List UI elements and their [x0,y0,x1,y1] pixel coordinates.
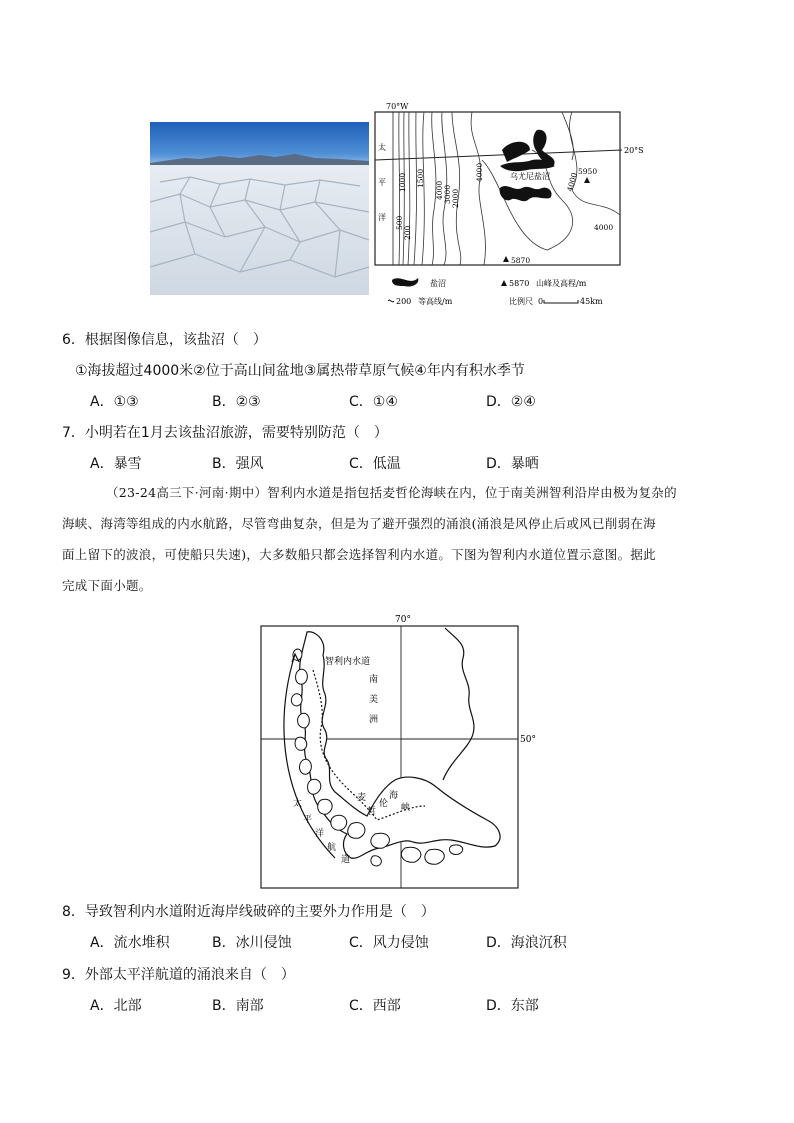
legend-contour-label: 等高线/m [418,297,453,306]
strait-char-5: 峡 [401,803,411,813]
question-7-option-a[interactable]: A．暴雪 [90,456,142,472]
contour-label-3000: 3000 [443,184,452,204]
continent-char-1: 南 [369,675,379,685]
route-char-3: 洋 [315,829,325,839]
legend-scale-end: 45km [580,297,603,306]
ocean-char-3: 洋 [378,213,386,222]
reading-passage [62,477,742,601]
question-7-option-b[interactable]: B．强风 [212,456,264,472]
passage-line-2: 海峡、海湾等组成的内水航路，尽管弯曲复杂，但是为了避开强烈的涌浪(涌浪是风停止后或风已削弱在海 [62,516,656,531]
question-9-option-a[interactable]: A．北部 [90,998,142,1014]
question-9-option-c[interactable]: C．西部 [349,998,401,1014]
question-6-option-a[interactable]: A．①③ [90,394,139,410]
legend-peak-label: 山峰及高程/m [536,279,587,288]
legend-scale-bar [544,300,578,303]
route-char-2: 平 [303,815,313,825]
map2-latitude-label: 50° [520,735,536,745]
salt-flat-photo [150,122,369,295]
continent-char-2: 美 [369,695,379,705]
passage-line-3: 面上留下的波浪，可使船只失速)，大多数船只都会选择智利内水道。下图为智利内水道位置示意图。据此 [62,547,656,562]
contour-label-4000c: 4000 [565,171,579,193]
contour-label-1000: 1000 [398,172,407,192]
contour-label-2000: 2000 [451,188,460,208]
question-6-statements: ①海拔超过4000米②位于高山间盆地③属热带草原气候④年内有积水季节 [75,363,525,379]
contour-label-1500: 1500 [416,168,425,188]
legend-salt-flat-icon [392,278,418,287]
question-6-option-d[interactable]: D．②④ [486,394,536,410]
contour-label-4000b: 4000 [475,162,484,182]
continent-char-3: 洲 [369,715,379,725]
salt-flat-photo-image [150,122,369,295]
contour-label-200: 200 [403,225,412,240]
strait-char-1: 麦 [357,793,367,803]
peak-elevation-5950: 5950 [578,167,598,176]
chile-inland-waterway-map [255,610,545,895]
question-9-option-b[interactable]: B．南部 [212,998,264,1014]
strait-char-2: 哲 [367,807,377,817]
map-latitude-label: 20°S [624,146,644,155]
route-char-4: 航 [327,843,337,853]
salt-flat-name: 乌尤尼盐沼 [510,172,550,181]
question-9-stem: 9．外部太平洋航道的涌浪来自（ ） [62,967,295,983]
question-6-stem: 6．根据图像信息，该盐沼（ ） [62,332,267,348]
question-9-option-d[interactable]: D．东部 [486,998,539,1014]
question-8-option-a[interactable]: A．流水堆积 [90,935,170,951]
strait-char-4: 海 [389,791,399,801]
passage-line-1: （23-24高三下·河南·期中）智利内水道是指包括麦哲伦海峡在内，位于南美洲智利沿岸由极为复杂的 [106,485,677,500]
peak-elevation-5870: 5870 [511,256,531,265]
question-6-option-c[interactable]: C．①④ [349,394,398,410]
contour-label-4000d: 4000 [594,223,614,232]
map2-longitude-label: 70° [395,615,411,625]
passage-line-4: 完成下面小题。 [62,578,152,593]
salt-flat-topo-map [372,100,644,310]
legend-contour-icon [388,300,394,302]
ocean-char-2: 平 [378,178,386,187]
map-longitude-label: 70°W [386,102,409,111]
contour-label-500: 500 [395,215,404,230]
legend-contour-value: 200 [396,297,412,306]
legend-peak-value: 5870 [509,279,530,288]
question-8-option-b[interactable]: B．冰川侵蚀 [212,935,292,951]
question-7-option-d[interactable]: D．暴晒 [486,456,539,472]
question-8-stem: 8．导致智利内水道附近海岸线破碎的主要外力作用是（ ） [62,904,435,920]
legend-salt-flat-label: 盐沼 [430,279,446,288]
ocean-char-1: 太 [378,143,386,152]
inland-waterway-label: 智利内水道 [325,657,371,667]
question-6-option-b[interactable]: B．②③ [212,394,261,410]
legend-scale-start: 0 [538,297,544,306]
route-char-1: 太 [293,799,303,809]
contour-label-4000a: 4000 [435,180,444,200]
strait-char-3: 伦 [379,799,389,809]
question-8-option-d[interactable]: D．海浪沉积 [486,935,567,951]
legend-scale-label: 比例尺 [509,297,533,306]
legend-peak-icon [501,280,507,286]
question-8-option-c[interactable]: C．风力侵蚀 [349,935,429,951]
question-7-stem: 7．小明若在1月去该盐沼旅游，需要特别防范（ ） [62,425,388,441]
question-7-option-c[interactable]: C．低温 [349,456,401,472]
route-char-5: 道 [341,855,351,865]
